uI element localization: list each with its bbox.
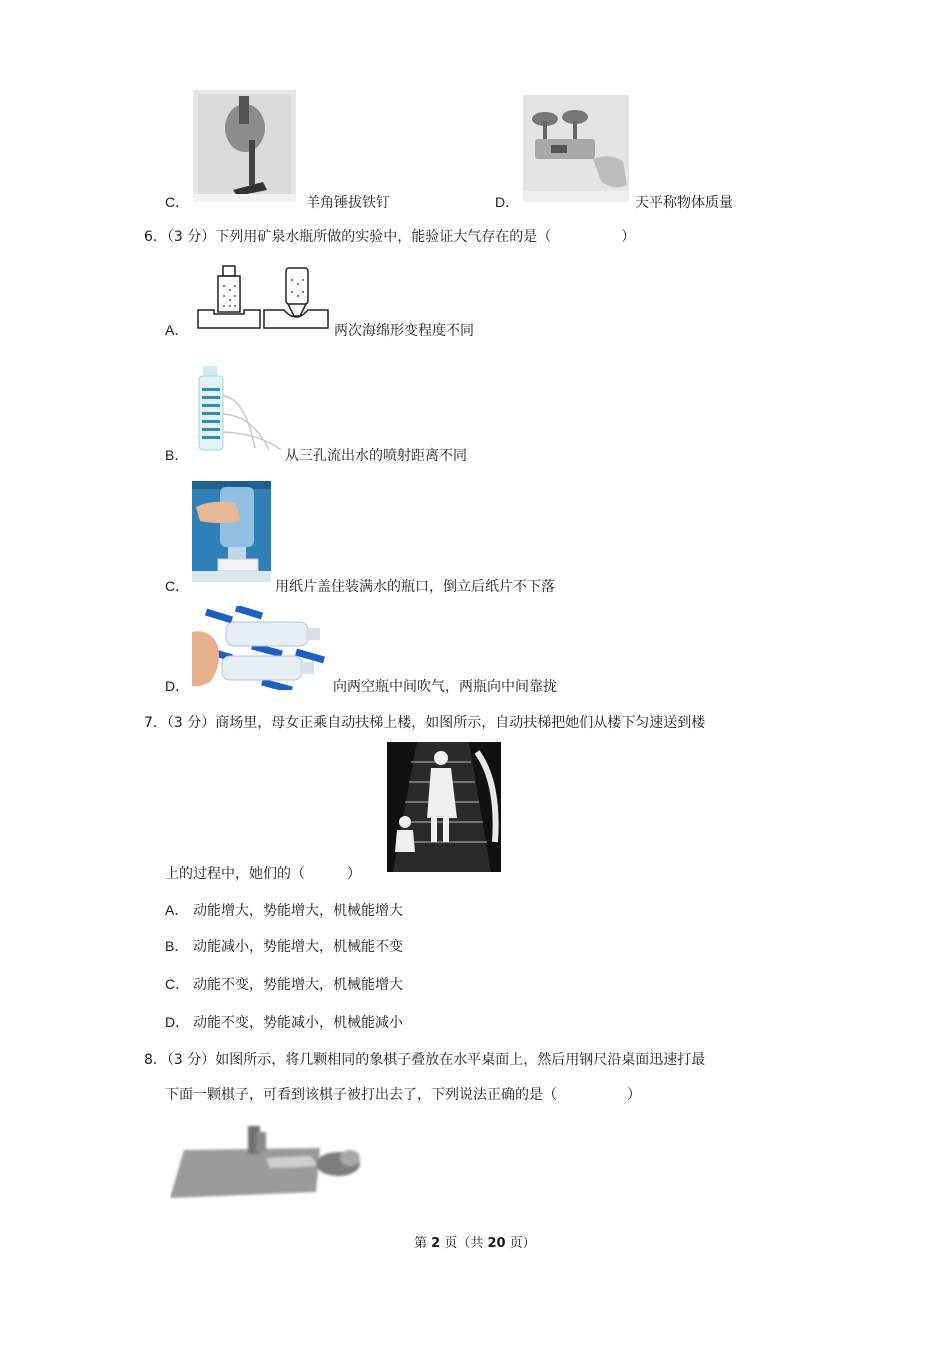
q6-option-d-text: 向两空瓶中间吹气，两瓶向中间靠拢 — [333, 679, 557, 695]
q6-option-a-label: A． — [165, 322, 189, 338]
hammer-pulling-nail-image — [193, 90, 296, 202]
q6-option-c-text: 用纸片盖住装满水的瓶口，倒立后纸片不下落 — [275, 579, 555, 595]
footer-suffix: 页） — [505, 1236, 536, 1251]
footer-prefix: 第 — [414, 1236, 432, 1251]
q5-option-d-label: D． — [495, 194, 520, 210]
bottles-on-sponge-image — [196, 264, 331, 330]
footer-page-number: 2 — [431, 1236, 441, 1251]
bottle-water-jets-image — [195, 362, 285, 452]
q6-option-b-text: 从三孔流出水的喷射距离不同 — [285, 448, 467, 464]
q7-option-a-text: 动能增大，势能增大，机械能增大 — [193, 903, 403, 919]
q5-option-d-text: 天平称物体质量 — [635, 195, 733, 211]
q6-option-c-label: C． — [165, 578, 190, 594]
q7-option-b-label: B． — [165, 938, 189, 954]
q8-stem-line-1: 8．（3 分）如图所示，将几颗相同的象棋子叠放在水平桌面上，然后用钢尺沿桌面迅速打最 — [144, 1052, 706, 1068]
q6-option-b-label: B． — [165, 447, 189, 463]
footer-total-pages: 20 — [487, 1236, 506, 1251]
footer-middle: 页（共 — [440, 1236, 488, 1251]
q6-stem: 6．（3 分）下列用矿泉水瓶所做的实验中，能验证大气存在的是（ ） — [144, 229, 636, 245]
chess-pieces-ruler-image — [170, 1122, 366, 1200]
q6-option-a-text: 两次海绵形变程度不同 — [334, 323, 474, 339]
q7-option-d-text: 动能不变，势能减小，机械能减小 — [193, 1015, 403, 1031]
q7-stem-line-2: 上的过程中，她们的（ ） — [165, 866, 361, 882]
escalator-mother-daughter-image — [387, 742, 501, 872]
inverted-bottle-paper-image — [192, 481, 271, 582]
q7-option-c-text: 动能不变，势能增大，机械能增大 — [193, 977, 403, 993]
blowing-between-bottles-image — [192, 606, 329, 690]
q8-stem-line-2: 下面一颗棋子，可看到该棋子被打出去了，下列说法正确的是（ ） — [165, 1087, 641, 1103]
q7-option-d-label: D． — [165, 1014, 190, 1030]
page-footer — [414, 1232, 536, 1251]
q5-option-c-label: C． — [165, 194, 190, 210]
q5-option-c-text: 羊角锤拔铁钉 — [306, 195, 390, 211]
q7-option-a-label: A． — [165, 902, 189, 918]
balance-scale-image — [523, 95, 629, 202]
q7-option-c-label: C． — [165, 976, 190, 992]
q7-option-b-text: 动能减小，势能增大，机械能不变 — [193, 939, 403, 955]
q7-stem-line-1: 7．（3 分）商场里，母女正乘自动扶梯上楼，如图所示，自动扶梯把她们从楼下匀速送到楼 — [144, 715, 706, 731]
q6-option-d-label: D． — [165, 678, 190, 694]
